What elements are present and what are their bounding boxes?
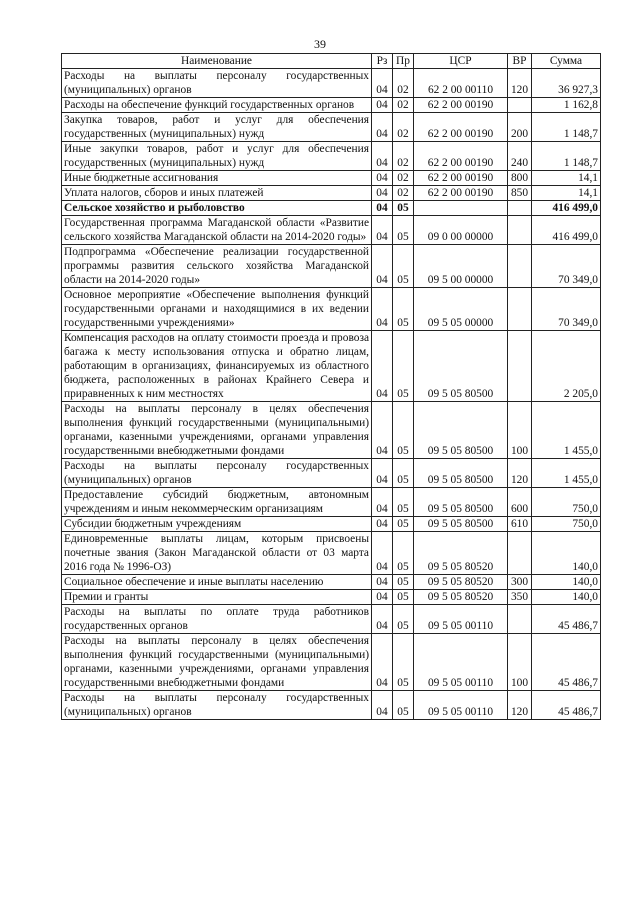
row-vr <box>508 245 532 288</box>
row-name: Закупка товаров, работ и услуг для обеспечения государственных (муниципальных) нужд <box>62 113 372 142</box>
row-name: Расходы на выплаты персоналу в целях обеспечения выполнения функций государственными (муниципальными) органами, казенными учреждениями, органами управления государственными внебюджетными фондами <box>62 634 372 691</box>
table-row <box>62 402 601 459</box>
table-row <box>62 691 601 720</box>
row-pr: 05 <box>393 590 414 605</box>
header-sum: Сумма <box>532 54 601 69</box>
row-csr: 09 5 05 80500 <box>414 459 508 488</box>
row-pr: 05 <box>393 402 414 459</box>
row-csr: 09 5 05 80520 <box>414 575 508 590</box>
row-rz: 04 <box>372 488 393 517</box>
row-vr: 300 <box>508 575 532 590</box>
row-sum: 1 162,8 <box>532 98 601 113</box>
row-sum: 14,1 <box>532 186 601 201</box>
row-csr: 09 5 05 80500 <box>414 488 508 517</box>
row-sum: 140,0 <box>532 532 601 575</box>
row-vr: 610 <box>508 517 532 532</box>
row-csr: 09 5 05 80500 <box>414 331 508 402</box>
row-csr: 09 5 05 80500 <box>414 402 508 459</box>
row-vr: 200 <box>508 113 532 142</box>
row-name: Расходы на выплаты персоналу в целях обеспечения выполнения функций государственными (муниципальными) органами, казенными учреждениями, органами управления государственными внебюджетными фондами <box>62 402 372 459</box>
row-csr: 62 2 00 00190 <box>414 142 508 171</box>
table-row <box>62 459 601 488</box>
row-sum: 750,0 <box>532 488 601 517</box>
row-name: Государственная программа Магаданской области «Развитие сельского хозяйства Магаданской области на 2014-2020 годы» <box>62 216 372 245</box>
row-rz: 04 <box>372 634 393 691</box>
row-pr: 05 <box>393 532 414 575</box>
table-row <box>62 331 601 402</box>
row-sum: 750,0 <box>532 517 601 532</box>
row-csr: 09 5 05 80520 <box>414 590 508 605</box>
row-name: Субсидии бюджетным учреждениям <box>62 517 372 532</box>
row-name: Предоставление субсидий бюджетным, автономным учреждениям и иным некоммерческим организациям <box>62 488 372 517</box>
row-rz: 04 <box>372 142 393 171</box>
table-row <box>62 201 601 216</box>
row-vr <box>508 331 532 402</box>
row-name: Подпрограмма «Обеспечение реализации государственной программы развития сельского хозяйства Магаданской области на 2014-2020 годы» <box>62 245 372 288</box>
row-name: Уплата налогов, сборов и иных платежей <box>62 186 372 201</box>
table-row <box>62 634 601 691</box>
row-name: Расходы на выплаты персоналу государственных (муниципальных) органов <box>62 69 372 98</box>
table-row <box>62 590 601 605</box>
row-vr <box>508 605 532 634</box>
row-rz: 04 <box>372 575 393 590</box>
row-sum: 45 486,7 <box>532 634 601 691</box>
row-vr: 850 <box>508 186 532 201</box>
row-sum: 14,1 <box>532 171 601 186</box>
row-sum: 36 927,3 <box>532 69 601 98</box>
row-csr: 62 2 00 00190 <box>414 171 508 186</box>
row-sum: 140,0 <box>532 575 601 590</box>
row-rz: 04 <box>372 691 393 720</box>
row-pr: 05 <box>393 691 414 720</box>
header-vr: ВР <box>508 54 532 69</box>
row-rz: 04 <box>372 331 393 402</box>
row-sum: 45 486,7 <box>532 691 601 720</box>
header-pr: Пр <box>393 54 414 69</box>
table-row <box>62 98 601 113</box>
row-pr: 05 <box>393 245 414 288</box>
row-rz: 04 <box>372 113 393 142</box>
row-pr: 05 <box>393 216 414 245</box>
row-csr: 62 2 00 00110 <box>414 69 508 98</box>
row-sum: 1 148,7 <box>532 113 601 142</box>
row-rz: 04 <box>372 517 393 532</box>
row-vr: 120 <box>508 459 532 488</box>
row-vr <box>508 201 532 216</box>
row-rz: 04 <box>372 402 393 459</box>
table-row <box>62 69 601 98</box>
row-rz: 04 <box>372 186 393 201</box>
row-csr: 09 5 05 00110 <box>414 634 508 691</box>
row-pr: 05 <box>393 201 414 216</box>
row-name: Основное мероприятие «Обеспечение выполнения функций государственными органами и находящимися в их ведении государственными учреждениями» <box>62 288 372 331</box>
row-sum: 416 499,0 <box>532 201 601 216</box>
row-pr: 02 <box>393 98 414 113</box>
row-rz: 04 <box>372 532 393 575</box>
row-csr: 09 5 05 00110 <box>414 691 508 720</box>
table-row <box>62 288 601 331</box>
row-name: Компенсация расходов на оплату стоимости проезда и провоза багажа к месту использования отпуска и обратно лицам, работающим в организациях, финансируемых из областного бюджета, расположенных в районах Крайнего Севера и приравненных к ним местностях <box>62 331 372 402</box>
table-row <box>62 488 601 517</box>
table-row <box>62 186 601 201</box>
row-csr: 09 5 00 00000 <box>414 245 508 288</box>
header-name: Наименование <box>62 54 372 69</box>
row-csr: 09 5 05 00000 <box>414 288 508 331</box>
row-vr: 800 <box>508 171 532 186</box>
row-vr <box>508 532 532 575</box>
row-rz: 04 <box>372 98 393 113</box>
table-row <box>62 142 601 171</box>
row-csr: 62 2 00 00190 <box>414 98 508 113</box>
row-sum: 416 499,0 <box>532 216 601 245</box>
row-name: Единовременные выплаты лицам, которым присвоены почетные звания (Закон Магаданской области от 03 марта 2016 года № 1996-ОЗ) <box>62 532 372 575</box>
table-row <box>62 532 601 575</box>
row-vr: 120 <box>508 691 532 720</box>
row-pr: 05 <box>393 575 414 590</box>
budget-table <box>61 53 601 720</box>
row-name: Расходы на выплаты персоналу государственных (муниципальных) органов <box>62 691 372 720</box>
table-row <box>62 605 601 634</box>
row-pr: 05 <box>393 634 414 691</box>
row-sum: 140,0 <box>532 590 601 605</box>
row-csr <box>414 201 508 216</box>
row-pr: 05 <box>393 605 414 634</box>
row-vr: 240 <box>508 142 532 171</box>
header-csr: ЦСР <box>414 54 508 69</box>
row-name: Расходы на обеспечение функций государственных органов <box>62 98 372 113</box>
row-csr: 62 2 00 00190 <box>414 186 508 201</box>
row-pr: 02 <box>393 69 414 98</box>
row-csr: 62 2 00 00190 <box>414 113 508 142</box>
table-row <box>62 216 601 245</box>
row-rz: 04 <box>372 245 393 288</box>
row-vr <box>508 288 532 331</box>
row-rz: 04 <box>372 605 393 634</box>
row-pr: 02 <box>393 142 414 171</box>
header-rz: Рз <box>372 54 393 69</box>
row-sum: 45 486,7 <box>532 605 601 634</box>
row-name: Расходы на выплаты персоналу государственных (муниципальных) органов <box>62 459 372 488</box>
row-pr: 05 <box>393 517 414 532</box>
row-sum: 70 349,0 <box>532 288 601 331</box>
row-csr: 09 5 05 80520 <box>414 532 508 575</box>
row-pr: 05 <box>393 459 414 488</box>
row-rz: 04 <box>372 459 393 488</box>
row-vr: 100 <box>508 634 532 691</box>
table-row <box>62 171 601 186</box>
row-sum: 70 349,0 <box>532 245 601 288</box>
row-vr <box>508 216 532 245</box>
row-rz: 04 <box>372 590 393 605</box>
row-pr: 02 <box>393 113 414 142</box>
row-rz: 04 <box>372 216 393 245</box>
row-csr: 09 5 05 80500 <box>414 517 508 532</box>
table-row <box>62 113 601 142</box>
row-sum: 2 205,0 <box>532 331 601 402</box>
table-row <box>62 245 601 288</box>
row-pr: 05 <box>393 288 414 331</box>
row-name: Премии и гранты <box>62 590 372 605</box>
page-number: 39 <box>314 37 326 51</box>
row-name: Расходы на выплаты по оплате труда работников государственных органов <box>62 605 372 634</box>
row-rz: 04 <box>372 201 393 216</box>
table-header-row <box>62 54 601 69</box>
row-name: Иные закупки товаров, работ и услуг для обеспечения государственных (муниципальных) нужд <box>62 142 372 171</box>
row-rz: 04 <box>372 171 393 186</box>
row-sum: 1 455,0 <box>532 402 601 459</box>
table-row <box>62 517 601 532</box>
row-pr: 05 <box>393 331 414 402</box>
row-name: Сельское хозяйство и рыболовство <box>62 201 372 216</box>
row-sum: 1 148,7 <box>532 142 601 171</box>
row-vr: 600 <box>508 488 532 517</box>
row-name: Иные бюджетные ассигнования <box>62 171 372 186</box>
row-name: Социальное обеспечение и иные выплаты населению <box>62 575 372 590</box>
row-vr <box>508 98 532 113</box>
row-vr: 100 <box>508 402 532 459</box>
row-rz: 04 <box>372 69 393 98</box>
row-vr: 120 <box>508 69 532 98</box>
row-rz: 04 <box>372 288 393 331</box>
row-vr: 350 <box>508 590 532 605</box>
row-pr: 05 <box>393 488 414 517</box>
row-pr: 02 <box>393 171 414 186</box>
row-pr: 02 <box>393 186 414 201</box>
row-csr: 09 0 00 00000 <box>414 216 508 245</box>
row-csr: 09 5 05 00110 <box>414 605 508 634</box>
row-sum: 1 455,0 <box>532 459 601 488</box>
table-row <box>62 575 601 590</box>
